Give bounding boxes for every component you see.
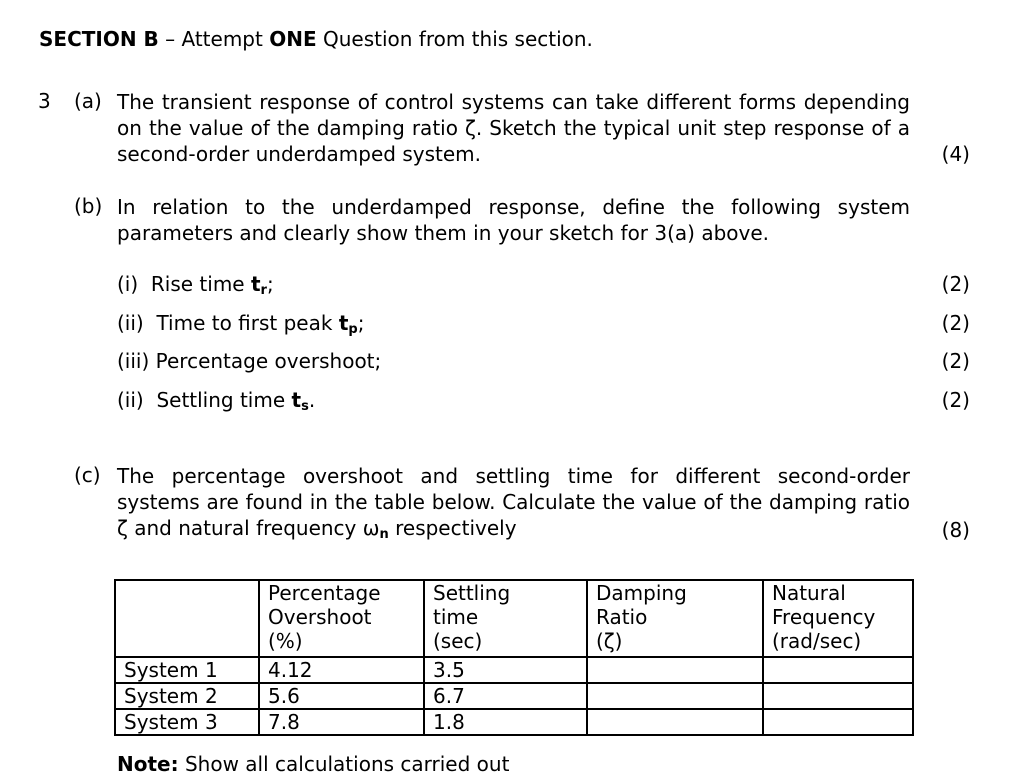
item-overshoot — [117, 349, 381, 373]
part-c-text — [117, 463, 910, 548]
item-text: Rise time — [150, 272, 251, 296]
section-dash: – Attempt — [158, 27, 270, 51]
item-text: Time to first peak — [156, 311, 339, 335]
question-number: 3 — [38, 89, 51, 113]
header-line: Natural — [772, 581, 846, 605]
cell-settling: 6.7 — [424, 683, 587, 709]
item-subscript: s — [301, 399, 309, 414]
part-a-text: The transient response of control systems can take different forms depending on the value of the damping ratio ζ. Sketch the typical unit step response of a second-order underdamped system. — [117, 90, 910, 166]
cell-overshoot: 5.6 — [259, 683, 424, 709]
header-line: (sec) — [433, 629, 483, 653]
item-end: . — [308, 388, 316, 412]
omega-symbol: ω — [362, 516, 380, 540]
systems-table — [114, 579, 914, 736]
cell-overshoot: 7.8 — [259, 709, 424, 735]
item-symbol: t — [338, 311, 349, 335]
item-peak-time-marks: (2) — [941, 311, 970, 335]
header-settling — [424, 580, 587, 657]
part-c-text-end: respectively — [388, 516, 517, 540]
header-line: time — [433, 605, 479, 629]
header-line: Overshoot — [268, 605, 372, 629]
part-c-text-body: The percentage overshoot and settling time for different second-order systems are found in the table below. Calculate the value of the damping ratio ζ and natural frequency — [117, 464, 910, 540]
header-line: (rad/sec) — [772, 629, 862, 653]
table-row — [115, 657, 913, 683]
cell-system: System 1 — [115, 657, 259, 683]
item-subscript: p — [348, 322, 358, 337]
header-overshoot — [259, 580, 424, 657]
item-overshoot-marks: (2) — [941, 349, 970, 373]
table-header-row — [115, 580, 913, 657]
header-natural — [763, 580, 913, 657]
part-c-label: (c) — [74, 463, 101, 487]
header-line: (ζ) — [596, 629, 623, 653]
item-rise-time-marks: (2) — [941, 272, 970, 296]
part-a-label: (a) — [74, 89, 102, 113]
part-a-marks: (4) — [941, 142, 970, 166]
cell-damping[interactable] — [587, 683, 763, 709]
header-line: (%) — [268, 629, 303, 653]
cell-overshoot: 4.12 — [259, 657, 424, 683]
item-subscript: r — [260, 283, 267, 298]
section-one: ONE — [269, 27, 317, 51]
item-text: Settling time — [156, 388, 292, 412]
note-label: Note: — [117, 752, 179, 776]
omega-subscript: n — [379, 527, 389, 542]
table-header-blank — [115, 580, 259, 657]
item-label: (i) — [117, 272, 139, 296]
cell-system: System 2 — [115, 683, 259, 709]
item-label: (iii) — [117, 349, 150, 373]
part-c-marks: (8) — [941, 518, 970, 542]
header-line: Damping — [596, 581, 687, 605]
note-text: Show all calculations carried out — [178, 752, 510, 776]
item-symbol: t — [291, 388, 302, 412]
header-line: Settling — [433, 581, 511, 605]
cell-damping[interactable] — [587, 657, 763, 683]
item-settling-time — [117, 388, 315, 414]
note — [117, 752, 509, 776]
item-label: (ii) — [117, 311, 144, 335]
section-heading — [39, 27, 593, 51]
item-settling-time-marks: (2) — [941, 388, 970, 412]
cell-natural[interactable] — [763, 657, 913, 683]
part-b-label: (b) — [74, 194, 103, 218]
item-peak-time — [117, 311, 364, 337]
item-label: (ii) — [117, 388, 144, 412]
cell-natural[interactable] — [763, 709, 913, 735]
header-line: Percentage — [268, 581, 381, 605]
section-rest: Question from this section. — [316, 27, 593, 51]
part-b-text: In relation to the underdamped response, define the following system parameters and clearly show them in your sketch for 3(a) above. — [117, 195, 910, 245]
item-rise-time — [117, 272, 274, 298]
header-line: Ratio — [596, 605, 648, 629]
cell-damping[interactable] — [587, 709, 763, 735]
cell-settling: 3.5 — [424, 657, 587, 683]
table-row — [115, 683, 913, 709]
cell-system: System 3 — [115, 709, 259, 735]
item-text: Percentage overshoot; — [155, 349, 382, 373]
item-end: ; — [357, 311, 365, 335]
header-damping — [587, 580, 763, 657]
table-row — [115, 709, 913, 735]
section-title: SECTION B — [39, 27, 159, 51]
item-symbol: t — [250, 272, 261, 296]
item-end: ; — [266, 272, 274, 296]
cell-natural[interactable] — [763, 683, 913, 709]
cell-settling: 1.8 — [424, 709, 587, 735]
header-line: Frequency — [772, 605, 876, 629]
